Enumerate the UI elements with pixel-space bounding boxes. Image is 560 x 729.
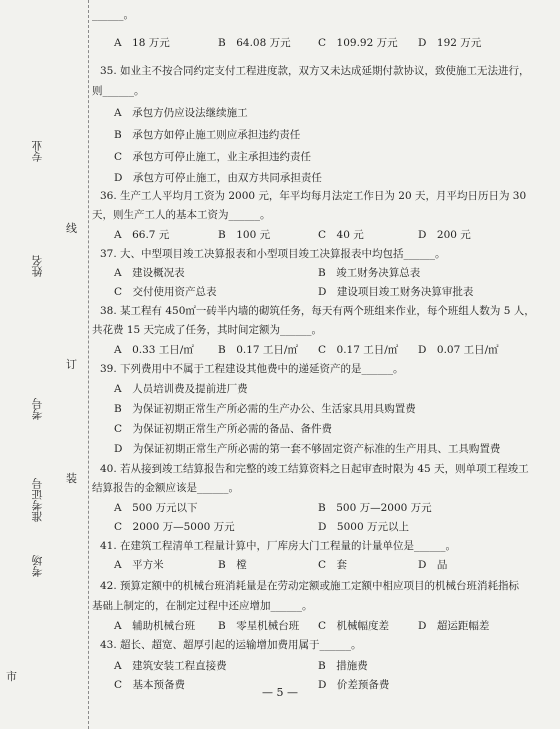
q37-option-b: B 竣工财务决算总表 (318, 267, 421, 279)
q38-stem-line2: 共花费 15 天完成了任务，其时间定额为______。 (92, 324, 323, 336)
q41-stem-line1: 41. 在建筑工程清单工程量计算中，厂库房大门工程量的计量单位是______。 (100, 540, 457, 552)
q38-option-d: D 0.07 工日/㎡ (418, 344, 499, 356)
q36-stem-line2: 天，则生产工人的基本工资为______。 (92, 209, 271, 221)
q35-option-b: B 承包方如停止施工则应承担违约责任 (114, 129, 301, 141)
q39-option-b: B 为保证初期正常生产所必需的生产办公、生活家具用具购置费 (114, 403, 416, 415)
q43-option-c: C 基本预备费 (114, 679, 186, 691)
margin-label-admission-number: 准考证号 (31, 478, 44, 522)
q34-option-b: B 64.08 万元 (218, 37, 291, 49)
q38-option-c: C 0.17 工日/㎡ (318, 344, 399, 356)
q39-option-d: D 为保证初期正常生产所必需的第一套不够固定资产标准的生产用具、工具购置费 (114, 443, 501, 455)
q35-option-c: C 承包方可停止施工，业主承担违约责任 (114, 151, 312, 163)
margin-corner-label: 市 (6, 670, 17, 683)
margin-label-exam-number: 考号 (31, 398, 44, 420)
q41-option-c: C 套 (318, 559, 348, 571)
q41-option-d: D 品 (418, 559, 448, 571)
q39-option-c: C 为保证初期正常生产所必需的备品、备件费 (114, 423, 333, 435)
q43-stem-line1: 43. 超长、超宽、超厚引起的运输增加费用属于______。 (100, 639, 362, 651)
q34-option-d: D 192 万元 (418, 37, 482, 49)
q43-option-a: A 建筑安装工程直接费 (114, 660, 227, 672)
q42-stem-line2: 基础上制定的，在制定过程中还应增加______。 (92, 600, 313, 612)
q42-option-a: A 辅助机械台班 (114, 620, 196, 632)
margin-separator-bind: 订 (66, 358, 77, 371)
q38-stem-line1: 38. 某工程有 450㎡一砖半内墙的砌筑任务，每天有两个班组来作业，每个班组人数为 5 人， (100, 305, 535, 317)
q35-option-a: A 承包方仍应设法继续施工 (114, 107, 248, 119)
q41-option-b: B 樘 (218, 559, 247, 571)
margin-label-exam-room: 考场 (31, 555, 44, 577)
q40-stem-line1: 40. 若从接到竣工结算报告和完整的竣工结算资料之日起审查时限为 45 天，则单项工程竣工 (100, 463, 529, 475)
q43-option-b: B 措施费 (318, 660, 368, 672)
q40-option-d: D 5000 万元以上 (318, 521, 409, 533)
q39-stem-line1: 39. 下列费用中不属于工程建设其他费中的递延资产的是______。 (100, 363, 404, 375)
prev-question-blank: ______。 (92, 9, 134, 21)
q38-option-b: B 0.17 工日/㎡ (218, 344, 298, 356)
q35-stem-line1: 35. 如业主不按合同约定支付工程进度款，双方又未达成延期付款协议，致使施工无法进行， (100, 65, 530, 77)
q35-stem-line2: 则______。 (92, 85, 145, 97)
q42-option-b: B 零星机械台班 (218, 620, 300, 632)
q34-option-c: C 109.92 万元 (318, 37, 398, 49)
q37-option-c: C 交付使用资产总表 (114, 286, 217, 298)
q42-stem-line1: 42. 预算定额中的机械台班消耗量是在劳动定额或施工定额中相应项目的机械台班消耗指标 (100, 580, 520, 592)
page-number: — 5 — (262, 686, 298, 699)
q37-option-a: A 建设概况表 (114, 267, 185, 279)
q40-option-c: C 2000 万—5000 万元 (114, 521, 235, 533)
q36-option-b: B 100 元 (218, 229, 271, 241)
q36-option-a: A 66.7 元 (114, 229, 170, 241)
q42-option-c: C 机械幅度差 (318, 620, 390, 632)
margin-label-name: 姓名 (31, 255, 44, 277)
q37-stem-line1: 37. 大、中型项目竣工决算报表和小型项目竣工决算报表中均包括______。 (100, 248, 446, 260)
margin-separator-install: 装 (66, 472, 77, 485)
q40-option-a: A 500 万元以下 (114, 502, 198, 514)
q36-stem-line1: 36. 生产工人平均月工资为 2000 元，年平均每月法定工作日为 20 天，月平均日历日为 30 (100, 190, 527, 202)
q35-option-d: D 承包方可停止施工，由双方共同承担责任 (114, 172, 322, 184)
q36-option-c: C 40 元 (318, 229, 364, 241)
q37-option-d: D 建设项目竣工财务决算审批表 (318, 286, 474, 298)
q42-option-d: D 超运距幅差 (418, 620, 490, 632)
q39-option-a: A 人员培训费及提前进厂费 (114, 383, 248, 395)
q43-option-d: D 价差预备费 (318, 679, 390, 691)
q41-option-a: A 平方米 (114, 559, 164, 571)
q40-stem-line2: 结算报告的金额应该是______。 (92, 482, 239, 494)
binding-line (88, 0, 89, 729)
q40-option-b: B 500 万—2000 万元 (318, 502, 432, 514)
q38-option-a: A 0.33 工日/㎡ (114, 344, 194, 356)
margin-separator-line: 线 (66, 222, 77, 235)
q36-option-d: D 200 元 (418, 229, 471, 241)
margin-label-major: 专业 (31, 140, 44, 162)
q34-option-a: A 18 万元 (114, 37, 170, 49)
